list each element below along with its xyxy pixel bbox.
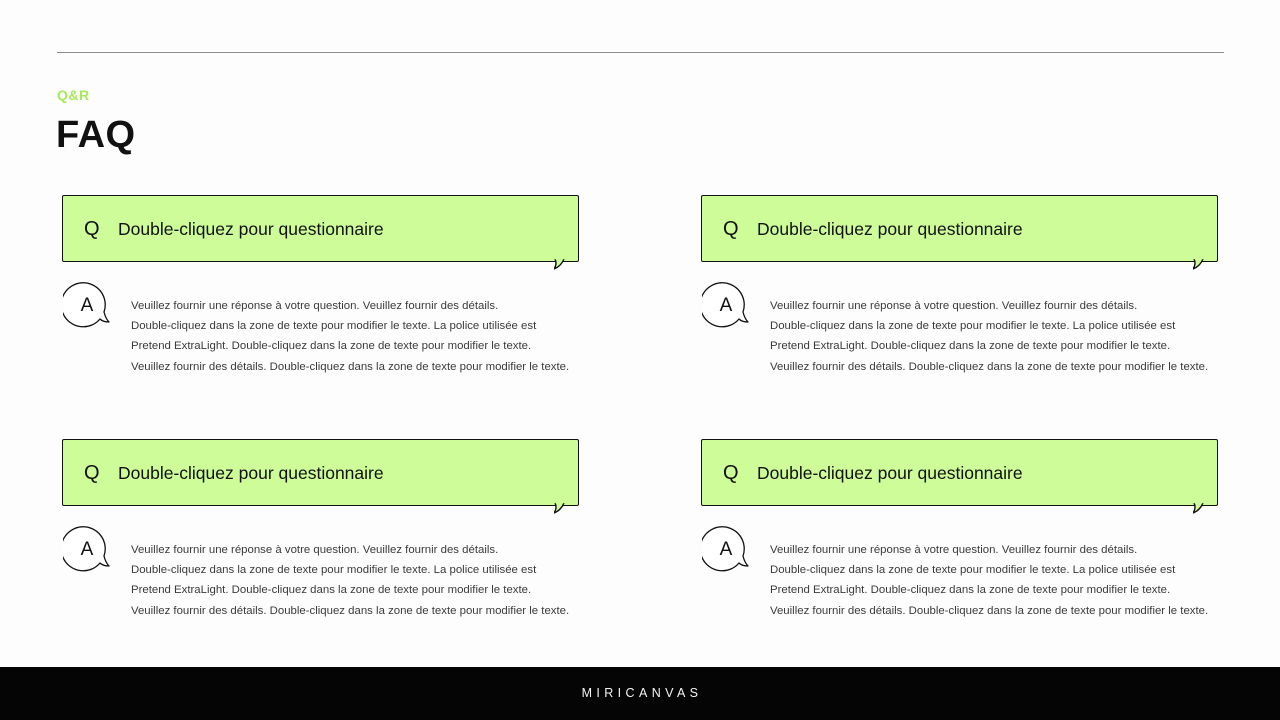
question-text[interactable]: Double-cliquez pour questionnaire xyxy=(757,218,1023,239)
answer-line: Veuillez fournir une réponse à votre question. Veuillez fournir des détails. xyxy=(131,544,499,556)
faq-item xyxy=(62,195,622,395)
answer-text[interactable] xyxy=(770,540,1250,621)
question-text[interactable]: Double-cliquez pour questionnaire xyxy=(757,462,1023,483)
answer-badge-icon xyxy=(63,525,113,575)
answer-text[interactable] xyxy=(131,296,611,377)
faq-item xyxy=(701,439,1261,639)
answer-line: Veuillez fournir une réponse à votre question. Veuillez fournir des détails. xyxy=(770,544,1138,556)
answer-marker: A xyxy=(719,539,733,560)
answer-line: Veuillez fournir des détails. Double-cliquez dans la zone de texte pour modifier le texte. xyxy=(131,604,570,617)
answer-line: Veuillez fournir des détails. Double-cliquez dans la zone de texte pour modifier le texte. xyxy=(131,360,570,373)
answer-line: Double-cliquez dans la zone de texte pour modifier le texte. La police utilisée est xyxy=(770,320,1176,333)
answer-line: Pretend ExtraLight. Double-cliquez dans la zone de texte pour modifier le texte. xyxy=(770,340,1171,353)
answer-bubble-icon xyxy=(63,281,113,331)
speech-tail-icon xyxy=(1193,255,1209,271)
question-text[interactable]: Double-cliquez pour questionnaire xyxy=(118,462,384,483)
answer-badge-icon xyxy=(63,281,113,331)
question-marker: Q xyxy=(84,461,100,484)
answer-badge-icon xyxy=(702,281,752,331)
question-box[interactable] xyxy=(62,439,579,506)
speech-tail-icon xyxy=(1193,499,1209,515)
answer-bubble-icon xyxy=(702,525,752,575)
faq-item xyxy=(701,195,1261,395)
answer-bubble-icon xyxy=(702,281,752,331)
faq-item xyxy=(62,439,622,639)
answer-line: Double-cliquez dans la zone de texte pour modifier le texte. La police utilisée est xyxy=(131,564,537,577)
brand-wordmark: MIRICANVAS xyxy=(581,686,703,700)
page-title: FAQ xyxy=(56,114,136,156)
question-marker: Q xyxy=(84,217,100,240)
speech-tail-icon xyxy=(554,255,570,271)
question-box[interactable] xyxy=(62,195,579,262)
answer-marker: A xyxy=(719,295,733,316)
answer-badge-icon xyxy=(702,525,752,575)
question-marker: Q xyxy=(723,217,739,240)
answer-line: Double-cliquez dans la zone de texte pour modifier le texte. La police utilisée est xyxy=(131,320,537,333)
question-text[interactable]: Double-cliquez pour questionnaire xyxy=(118,218,384,239)
answer-line: Veuillez fournir des détails. Double-cliquez dans la zone de texte pour modifier le texte. xyxy=(770,360,1209,373)
answer-line: Veuillez fournir des détails. Double-cliquez dans la zone de texte pour modifier le texte. xyxy=(770,604,1209,617)
answer-text[interactable] xyxy=(131,540,611,621)
question-box[interactable] xyxy=(701,195,1218,262)
top-divider xyxy=(57,52,1224,53)
answer-line: Veuillez fournir une réponse à votre question. Veuillez fournir des détails. xyxy=(131,300,499,312)
question-box[interactable] xyxy=(701,439,1218,506)
answer-line: Pretend ExtraLight. Double-cliquez dans la zone de texte pour modifier le texte. xyxy=(770,584,1171,597)
answer-marker: A xyxy=(80,295,94,316)
speech-tail-icon xyxy=(554,499,570,515)
answer-bubble-icon xyxy=(63,525,113,575)
answer-line: Double-cliquez dans la zone de texte pour modifier le texte. La police utilisée est xyxy=(770,564,1176,577)
answer-line: Veuillez fournir une réponse à votre question. Veuillez fournir des détails. xyxy=(770,300,1138,312)
question-marker: Q xyxy=(723,461,739,484)
answer-line: Pretend ExtraLight. Double-cliquez dans la zone de texte pour modifier le texte. xyxy=(131,584,532,597)
section-eyebrow: Q&R xyxy=(57,87,90,103)
answer-line: Pretend ExtraLight. Double-cliquez dans la zone de texte pour modifier le texte. xyxy=(131,340,532,353)
answer-marker: A xyxy=(80,539,94,560)
answer-text[interactable] xyxy=(770,296,1250,377)
